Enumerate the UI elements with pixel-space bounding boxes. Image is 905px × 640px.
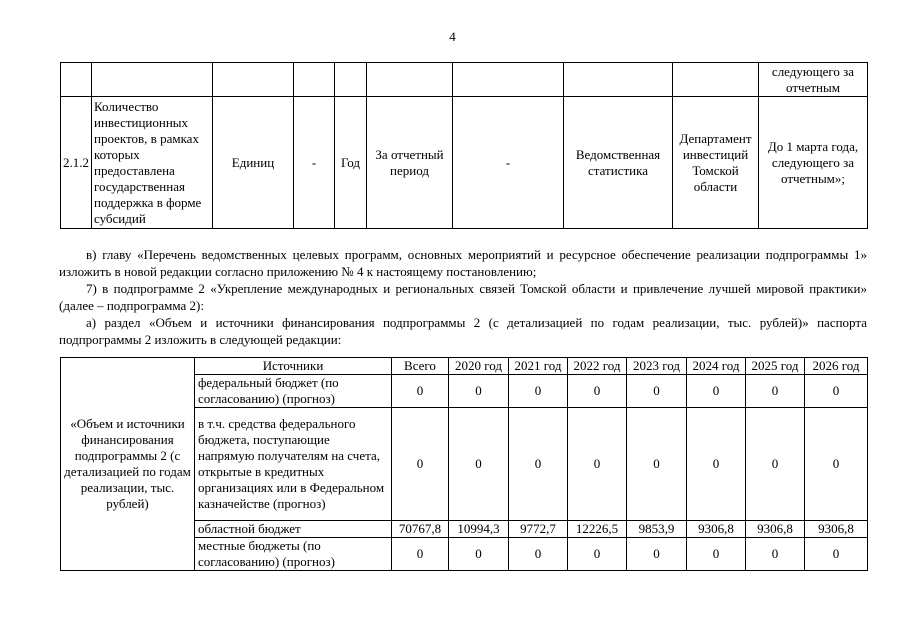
table-row xyxy=(61,63,868,97)
value-cell: 0 xyxy=(687,408,746,521)
value-cell: 0 xyxy=(627,538,687,571)
value-cell: 0 xyxy=(568,538,627,571)
value-cell: 10994,3 xyxy=(449,521,509,538)
source-cell: федеральный бюджет (по согласованию) (прогноз) xyxy=(195,375,392,408)
value-cell: 0 xyxy=(392,538,449,571)
cell-source: Ведомственная статистика xyxy=(564,97,673,229)
financing-table xyxy=(60,357,868,571)
cell-indicator-name: Количество инвестиционных проектов, в рамках которых предоставлена государственная поддержка в форме субсидий xyxy=(92,97,213,229)
column-header: 2020 год xyxy=(449,358,509,375)
value-cell: 0 xyxy=(805,408,868,521)
source-cell: местные бюджеты (по согласованию) (прогноз) xyxy=(195,538,392,571)
value-cell: 9306,8 xyxy=(687,521,746,538)
value-cell: 9306,8 xyxy=(805,521,868,538)
value-cell: 9772,7 xyxy=(509,521,568,538)
table-row xyxy=(61,97,868,229)
value-cell: 0 xyxy=(509,538,568,571)
cell-dash: - xyxy=(453,97,564,229)
value-cell: 0 xyxy=(392,375,449,408)
value-cell: 0 xyxy=(687,375,746,408)
value-cell: 0 xyxy=(509,375,568,408)
page-number: 4 xyxy=(449,29,456,44)
paragraph-v: в) главу «Перечень ведомственных целевых программ, основных мероприятий и ресурсное обеспечение реализации подпрограммы 1» изложить в новой редакции согласно приложению № 4 к настоящему постановлению; xyxy=(59,247,867,279)
value-cell: 0 xyxy=(392,408,449,521)
value-cell: 0 xyxy=(805,375,868,408)
paragraph-7: 7) в подпрограмме 2 «Укрепление международных и региональных связей Томской области и привлечение лучшей мировой практики» (далее – подпрограмма 2): xyxy=(59,281,867,313)
column-header: 2025 год xyxy=(746,358,805,375)
value-cell: 70767,8 xyxy=(392,521,449,538)
column-header: Всего xyxy=(392,358,449,375)
value-cell: 0 xyxy=(805,538,868,571)
value-cell: 0 xyxy=(449,408,509,521)
table-header-row xyxy=(61,358,868,375)
column-header: Источники xyxy=(195,358,392,375)
value-cell: 0 xyxy=(746,538,805,571)
value-cell: 0 xyxy=(568,408,627,521)
value-cell: 0 xyxy=(568,375,627,408)
value-cell: 0 xyxy=(449,538,509,571)
value-cell: 0 xyxy=(746,408,805,521)
value-cell: 0 xyxy=(627,375,687,408)
indicators-table xyxy=(60,62,868,229)
value-cell: 9306,8 xyxy=(746,521,805,538)
paragraph-a: а) раздел «Объем и источники финансирования подпрограммы 2 (с детализацией по годам реализации, тыс. рублей)» паспорта подпрограммы 2 изложить в следующей редакции: xyxy=(59,315,867,347)
cell-deadline: До 1 марта года, следующего за отчетным»; xyxy=(759,97,868,229)
column-header: 2021 год xyxy=(509,358,568,375)
value-cell: 0 xyxy=(746,375,805,408)
cell-dash: - xyxy=(294,97,335,229)
value-cell: 9853,9 xyxy=(627,521,687,538)
cell-responsible: Департамент инвестиций Томской области xyxy=(673,97,759,229)
cell-deadline-continued: следующего за отчетным xyxy=(759,63,868,97)
value-cell: 0 xyxy=(687,538,746,571)
column-header: 2026 год xyxy=(805,358,868,375)
cell-row-number: 2.1.2 xyxy=(61,97,92,229)
source-cell: областной бюджет xyxy=(195,521,392,538)
value-cell: 0 xyxy=(449,375,509,408)
value-cell: 12226,5 xyxy=(568,521,627,538)
value-cell: 0 xyxy=(627,408,687,521)
financing-label: «Объем и источники финансирования подпрограммы 2 (с детализацией по годам реализации, тыс. рублей) xyxy=(61,358,195,571)
cell-unit: Единиц xyxy=(213,97,294,229)
cell-period-type: Год xyxy=(335,97,367,229)
value-cell: 0 xyxy=(509,408,568,521)
source-cell: в т.ч. средства федерального бюджета, поступающие напрямую получателям на счета, открытые в кредитных организациях или в Федеральном казначействе (прогноз) xyxy=(195,408,392,521)
cell-period: За отчетный период xyxy=(367,97,453,229)
column-header: 2023 год xyxy=(627,358,687,375)
column-header: 2024 год xyxy=(687,358,746,375)
column-header: 2022 год xyxy=(568,358,627,375)
